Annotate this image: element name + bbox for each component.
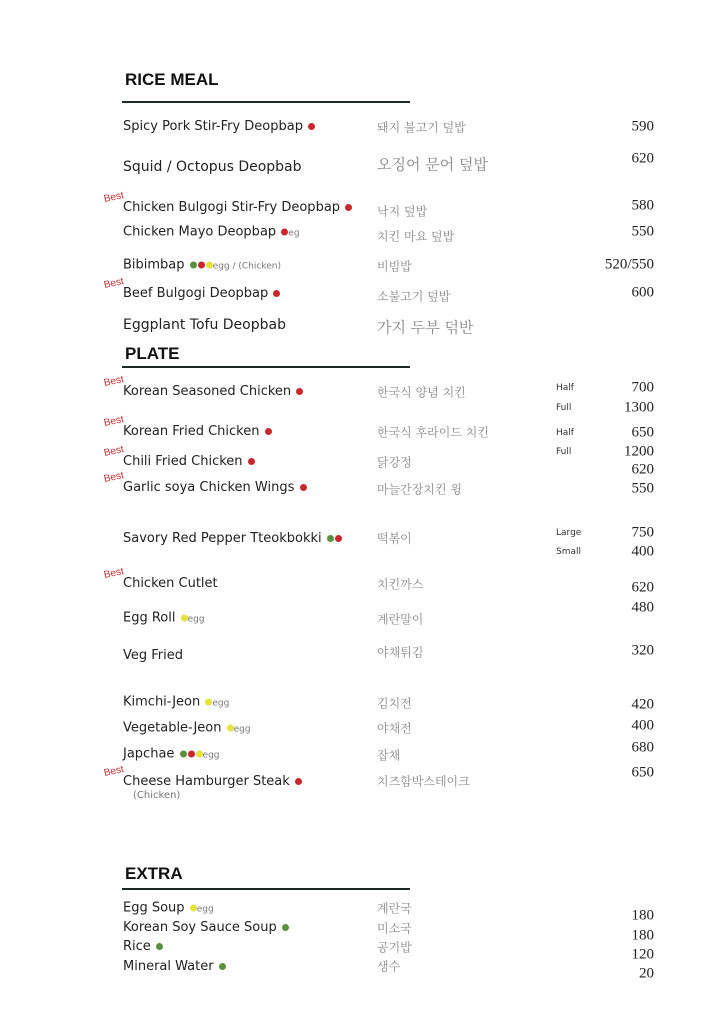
menu-item — [102, 276, 280, 302]
item-name: Chicken Mayo Deopbap — [123, 224, 277, 240]
price: 590 — [631, 118, 654, 135]
yellow-dot-icon — [206, 262, 213, 269]
price: 620 — [631, 150, 654, 167]
green-dot-icon — [219, 963, 226, 970]
price: 600 — [631, 284, 654, 301]
portion-size: Half — [556, 383, 574, 393]
item-name: Korean Soy Sauce Soup — [123, 920, 277, 935]
section-divider — [122, 888, 410, 890]
red-dot-icon — [296, 388, 303, 395]
korean-name: 잡채 — [377, 748, 401, 763]
yellow-dot-icon — [190, 905, 197, 912]
item-name: Cheese Hamburger Steak — [123, 774, 290, 789]
price: 650 — [631, 424, 654, 441]
price: 520/550 — [604, 256, 654, 273]
menu-item — [123, 317, 286, 333]
allergen-tag: egg / (Chicken) — [212, 261, 281, 272]
price: 1200 — [624, 443, 654, 460]
price: 650 — [631, 764, 654, 781]
green-dot-icon — [190, 262, 197, 269]
korean-name: 미소국 — [377, 921, 412, 936]
yellow-dot-icon — [227, 725, 234, 732]
korean-name: 야채튀김 — [377, 645, 424, 660]
item-name: Egg Soup — [123, 900, 185, 916]
korean-name: 한국식 후라이드 치킨 — [377, 425, 489, 440]
best-badge: Best — [102, 764, 125, 779]
menu-item — [102, 470, 307, 496]
item-name: Spicy Pork Stir-Fry Deopbap — [123, 119, 303, 134]
red-dot-icon — [345, 204, 352, 211]
korean-name: 치킨까스 — [377, 577, 424, 592]
menu-item — [123, 159, 302, 175]
menu-item — [123, 695, 229, 712]
item-name: Chicken Bulgogi Stir-Fry Deopbap — [123, 200, 341, 215]
item-name: Garlic soya Chicken Wings — [123, 480, 295, 495]
menu-item — [102, 444, 255, 470]
item-name: Chicken Cutlet — [123, 576, 218, 591]
portion-size: Full — [556, 403, 572, 413]
best-badge: Best — [102, 414, 125, 429]
red-dot-icon — [198, 262, 205, 269]
red-dot-icon — [308, 123, 315, 130]
korean-name: 계란말이 — [377, 612, 424, 627]
korean-name: 마늘간장치킨 윙 — [377, 482, 462, 497]
item-name: Eggplant Tofu Deopbab — [123, 317, 286, 333]
korean-name: 오징어 문어 덮밥 — [377, 155, 488, 174]
price: 420 — [631, 696, 654, 713]
allergen-tag: egg — [196, 904, 214, 915]
item-name: Veg Fried — [123, 648, 184, 663]
best-badge: Best — [102, 276, 125, 291]
section-title: RICE MEAL — [125, 70, 219, 89]
portion-size: Full — [556, 447, 572, 457]
menu-item — [123, 747, 220, 764]
best-badge: Best — [102, 566, 125, 581]
korean-name: 생수 — [377, 959, 401, 974]
price: 120 — [631, 946, 654, 963]
price: 180 — [631, 907, 654, 924]
menu-item — [123, 648, 183, 664]
korean-name: 치킨 마요 덮밥 — [377, 229, 455, 244]
price: 700 — [631, 379, 654, 396]
korean-name: 가지 두부 덖반 — [377, 318, 474, 337]
red-dot-icon — [248, 458, 255, 465]
best-badge: Best — [102, 190, 125, 205]
portion-size: Half — [556, 428, 574, 438]
red-dot-icon — [335, 535, 342, 542]
green-dot-icon — [327, 535, 334, 542]
red-dot-icon — [273, 290, 280, 297]
yellow-dot-icon — [196, 751, 203, 758]
item-name: Bibimbap — [123, 257, 185, 273]
price: 320 — [631, 642, 654, 659]
menu-item — [123, 901, 214, 918]
menu-item — [102, 414, 272, 440]
item-name: Chili Fried Chicken — [123, 454, 243, 469]
item-name: Mineral Water — [123, 959, 214, 974]
allergen-tag: egg — [187, 614, 205, 625]
korean-name: 떡볶이 — [377, 531, 412, 546]
price: 750 — [631, 524, 654, 541]
menu-item — [102, 190, 352, 216]
red-dot-icon — [188, 751, 195, 758]
item-name: Savory Red Pepper Tteokbokki — [123, 531, 322, 546]
green-dot-icon — [282, 924, 289, 931]
menu-item — [102, 764, 302, 790]
item-name: Kimchi-Jeon — [123, 694, 201, 710]
korean-name: 치즈함박스테이크 — [377, 774, 470, 789]
korean-name: 공기밥 — [377, 940, 412, 955]
section-divider — [122, 101, 410, 103]
item-name: Beef Bulgogi Deopbap — [123, 286, 269, 301]
menu-item — [102, 374, 303, 400]
korean-name: 계란국 — [377, 901, 412, 916]
item-name: Vegetable-Jeon — [123, 720, 222, 736]
price: 20 — [639, 965, 654, 982]
menu-item — [123, 225, 300, 242]
best-badge: Best — [102, 444, 125, 459]
menu-item — [123, 920, 289, 936]
menu-item — [123, 721, 251, 738]
korean-name: 돼지 불고기 덮밥 — [377, 120, 466, 135]
price: 400 — [631, 717, 654, 734]
item-name: Egg Roll — [123, 610, 176, 626]
menu-item — [123, 258, 281, 275]
price: 1300 — [624, 399, 654, 416]
price: 400 — [631, 543, 654, 560]
allergen-tag: egg — [233, 724, 251, 735]
korean-name: 비빔밥 — [377, 259, 412, 274]
best-badge: Best — [102, 470, 125, 485]
menu-item — [123, 959, 226, 975]
price: 480 — [631, 599, 654, 616]
green-dot-icon — [156, 943, 163, 950]
red-dot-icon — [300, 484, 307, 491]
korean-name: 낙지 덮밥 — [377, 204, 428, 219]
item-name: Korean Fried Chicken — [123, 424, 260, 439]
item-name: Squid / Octopus Deopbab — [123, 159, 302, 175]
section-title: PLATE — [125, 344, 180, 363]
price: 580 — [631, 197, 654, 214]
price: 550 — [631, 223, 654, 240]
yellow-dot-icon — [181, 615, 188, 622]
menu-item — [102, 566, 218, 592]
best-badge: Best — [102, 374, 125, 389]
korean-name: 야채전 — [377, 721, 412, 736]
portion-size: Small — [556, 547, 581, 557]
korean-name: 닭강정 — [377, 455, 412, 470]
section-title: EXTRA — [125, 864, 183, 883]
price: 180 — [631, 927, 654, 944]
red-dot-icon — [265, 428, 272, 435]
item-name: Rice — [123, 939, 151, 954]
korean-name: 소불고기 덮밥 — [377, 289, 451, 304]
allergen-tag: egg — [202, 750, 220, 761]
red-dot-icon — [295, 778, 302, 785]
menu-item — [123, 119, 315, 135]
section-divider — [122, 366, 410, 368]
green-dot-icon — [180, 751, 187, 758]
price: 620 — [631, 461, 654, 478]
allergen-tag: egg — [212, 698, 230, 709]
item-name: Korean Seasoned Chicken — [123, 384, 292, 399]
price: 680 — [631, 739, 654, 756]
menu-item — [123, 531, 342, 547]
price: 550 — [631, 480, 654, 497]
item-note: (Chicken) — [133, 790, 181, 801]
portion-size: Large — [556, 528, 582, 538]
allergen-tag: eg — [288, 228, 300, 239]
price: 620 — [631, 579, 654, 596]
item-name: Japchae — [123, 746, 175, 762]
menu-item — [123, 939, 163, 955]
korean-name: 김치전 — [377, 696, 412, 711]
menu-item — [123, 611, 205, 628]
korean-name: 한국식 양념 치킨 — [377, 385, 466, 400]
